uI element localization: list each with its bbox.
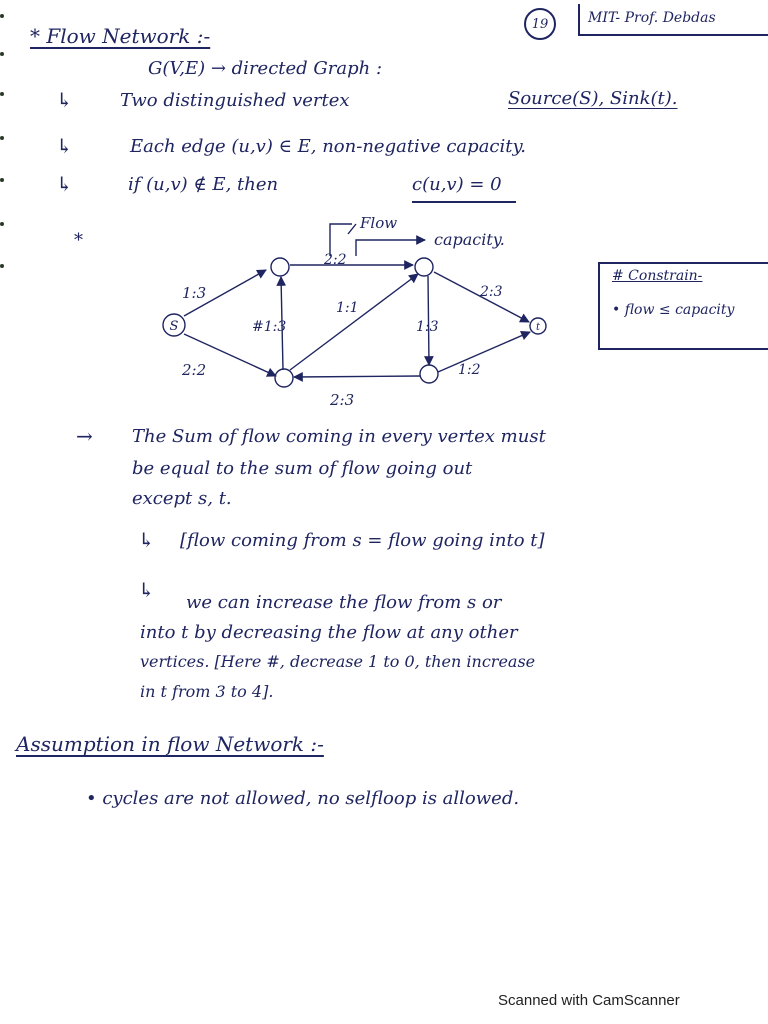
sub-point-line-1: we can increase the flow from s or: [186, 592, 502, 613]
conservation-line-1: The Sum of flow coming in every vertex must: [132, 426, 546, 447]
legend-star: *: [74, 230, 83, 251]
conservation-arrow: →: [76, 424, 93, 448]
node-sink-label: t: [535, 322, 541, 333]
legend-flow-label: Flow: [360, 214, 398, 232]
sub-point-line-4: in t from 3 to 4].: [140, 682, 274, 701]
edge-label-c-d: 1:3: [416, 319, 439, 335]
legend-capacity-label: capacity.: [434, 230, 505, 249]
assumption-item-1: • cycles are not allowed, no selfloop is allowed.: [86, 788, 520, 809]
page-title: * Flow Network :-: [30, 24, 211, 48]
edge-d-b: [294, 376, 420, 377]
point-arrow-2: ↳: [56, 134, 73, 158]
edge-label-c-b: 1:1: [336, 300, 359, 316]
conservation-line-3: except s, t.: [132, 488, 232, 509]
graph-definition: G(V,E) → directed Graph :: [148, 58, 383, 79]
edge-label-s-a: 1:3: [182, 284, 207, 302]
node-a: [271, 258, 289, 276]
node-c: [415, 258, 433, 276]
point-text-3: if (u,v) ∉ E, then: [128, 174, 279, 195]
page-number: 19: [524, 8, 556, 40]
sub-point-line-2: into t by decreasing the flow at any other: [140, 622, 518, 643]
edge-label-a-c: 2:2: [324, 252, 347, 268]
edge-d-t: [438, 332, 530, 372]
author-header: MIT- Prof. Debdas: [578, 4, 768, 36]
constraint-title: # Constrain-: [612, 268, 703, 284]
scanner-footer: Scanned with CamScanner: [498, 992, 680, 1009]
flow-network-graph: [140, 210, 600, 410]
assumptions-title: Assumption in flow Network :-: [16, 732, 324, 756]
edge-label-d-b: 2:3: [330, 391, 355, 409]
point-extra-3: c(u,v) = 0: [412, 174, 516, 203]
conservation-line-2: be equal to the sum of flow going out: [132, 458, 473, 479]
point-text-2: Each edge (u,v) ∈ E, non-negative capacity.: [130, 136, 526, 157]
edge-c-b: [290, 274, 418, 370]
sub-point-text-1: [flow coming from s = flow going into t]: [180, 530, 545, 551]
sub-point-arrow-1: ↳: [138, 528, 155, 552]
point-arrow-3: ↳: [56, 172, 73, 196]
point-text-1: Two distinguished vertex: [120, 90, 350, 111]
constraint-item: • flow ≤ capacity: [612, 302, 735, 318]
constraint-box: [598, 262, 768, 350]
sub-point-arrow-2: ↳: [138, 578, 155, 602]
node-d: [420, 365, 438, 383]
point-extra-1: Source(S), Sink(t).: [508, 88, 678, 109]
legend-flow-tip: [348, 224, 356, 234]
node-source-label: S: [169, 319, 179, 334]
page-edge-marks: [0, 0, 6, 300]
edge-label-d-t: 1:2: [458, 362, 481, 378]
sub-point-line-3: vertices. [Here #, decrease 1 to 0, then increase: [140, 652, 536, 671]
point-arrow-1: ↳: [56, 88, 73, 112]
edge-label-s-b: 2:2: [182, 361, 207, 379]
legend-capacity-pointer: [356, 240, 425, 256]
edge-label-b-a: #1:3: [252, 319, 287, 335]
edge-label-c-t: 2:3: [480, 284, 503, 300]
node-b: [275, 369, 293, 387]
